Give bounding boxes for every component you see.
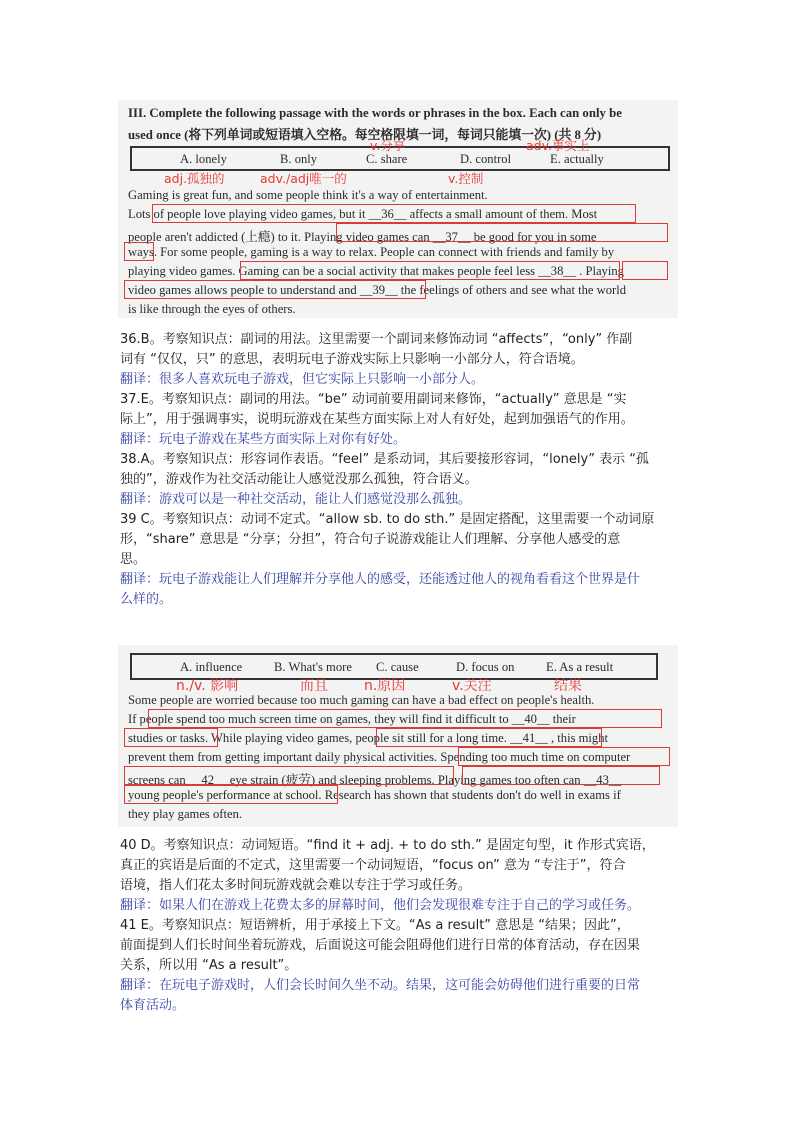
exercise-heading-line-2: used once (将下列单词或短语填入空格。每空格限填一词，每词只能填一次) (共 8 分)	[128, 128, 602, 142]
annotation-focus-on: v.关注	[452, 678, 492, 694]
passage-line: is like through the eyes of others.	[128, 302, 296, 316]
explanation-line: 形，“share” 意思是 “分享；分担”，符合句子说游戏能让人们理解、分享他人感受的意	[120, 532, 621, 547]
option-b: B. only	[280, 152, 318, 166]
annotation-control: v.控制	[448, 171, 484, 186]
translation-line: 翻译：游戏可以是一种社交活动，能让人们感觉没那么孤独。	[120, 492, 472, 507]
explanation-line: 40 D。考察知识点：动词短语。“find it + adj. + to do sth.” 是固定句型，it 作形式宾语，	[120, 838, 655, 853]
passage-line: prevent them from getting important daily physical activities. Spending too much time on computer	[128, 750, 631, 764]
translation-line: 么样的。	[120, 592, 173, 607]
passage-line: If people spend too much screen time on games, they will find it difficult to __40__ their	[128, 712, 576, 726]
highlight-box	[336, 223, 668, 242]
passage-line: Some people are worried because too much gaming can have a bad effect on people's health.	[128, 693, 595, 707]
passage-line: Lots of people love playing video games, but it __36__ affects a small amount of them. Most	[128, 207, 598, 221]
annotation-whats-more: 而且	[300, 678, 328, 694]
passage-line: ways. For some people, gaming is a way to relax. People can connect with friends and family by	[128, 245, 615, 259]
option-c: C. cause	[376, 660, 419, 674]
translation-line: 体育活动。	[120, 998, 186, 1013]
passage-line: people aren't addicted (上瘾) to it. Playing video games can __37__ be good for you in some	[128, 230, 597, 244]
explanation-line: 关系，所以用 “As a result”。	[120, 958, 298, 973]
annotation-influence: n./v. 影响	[176, 678, 239, 694]
annotation-as-a-result: 结果	[554, 678, 582, 694]
annotation-lonely: adj.孤独的	[164, 171, 225, 186]
explanation-line: 37.E。考察知识点：副词的用法。“be” 动词前要用副词来修饰，“actually” 意思是 “实	[120, 392, 627, 407]
highlight-box	[124, 280, 426, 299]
highlight-box	[376, 728, 602, 747]
translation-line: 翻译：玩电子游戏能让人们理解并分享他人的感受，还能透过他人的视角看看这个世界是什	[120, 572, 641, 587]
highlight-box	[462, 766, 660, 785]
explanation-line: 真正的宾语是后面的不定式，这里需要一个动词短语，“focus on” 意为 “专注于”，符合	[120, 858, 626, 873]
option-a: A. lonely	[180, 152, 227, 166]
annotation-actually: adv.事实上	[526, 138, 590, 153]
explanation-line: 际上”，用于强调事实，说明玩游戏在某些方面实际上对人有好处，起到加强语气的作用。	[120, 412, 634, 427]
passage-line: studies or tasks. While playing video games, people sit still for a long time. __41__ , this might	[128, 731, 609, 745]
passage-line: they play games often.	[128, 807, 243, 821]
passage-line: young people's performance at school. Research has shown that students don't do well in exams if	[128, 788, 621, 802]
option-a: A. influence	[180, 660, 243, 674]
highlight-box	[148, 709, 662, 728]
explanation-line: 41 E。考察知识点：短语辨析，用于承接上下文。“As a result” 意思是 “结果；因此”，	[120, 918, 630, 933]
translation-line: 翻译：在玩电子游戏时，人们会长时间久坐不动。结果，这可能会妨碍他们进行重要的日常	[120, 978, 641, 993]
explanation-line: 语境，指人们花太多时间玩游戏就会难以专注于学习或任务。	[120, 878, 472, 893]
highlight-box	[622, 261, 668, 280]
passage-line: Gaming is great fun, and some people think it's a way of entertainment.	[128, 188, 488, 202]
explanation-line: 词有 “仅仅，只” 的意思，表明玩电子游戏实际上只影响一小部分人，符合语境。	[120, 352, 584, 367]
passage-line: playing video games. Gaming can be a social activity that makes people feel less __38__ . Playing	[128, 264, 624, 278]
annotation-cause: n.原因	[364, 678, 406, 694]
passage-line: screens can __42__ eye strain (疲劳) and sleeping problems. Playing games too often can __43__	[128, 773, 622, 787]
highlight-box	[124, 242, 154, 261]
option-b: B. What's more	[274, 660, 352, 674]
option-d: D. focus on	[456, 660, 515, 674]
explanation-line: 前面提到人们长时间坐着玩游戏，后面说这可能会阻碍他们进行日常的体育活动，存在因果	[120, 938, 641, 953]
exercise-scan-2	[118, 645, 678, 827]
explanation-line: 独的”，游戏作为社交活动能让人感觉没那么孤独，符合语义。	[120, 472, 478, 487]
explanations-2	[120, 836, 680, 1016]
explanation-line: 思。	[120, 552, 147, 567]
translation-line: 翻译：很多人喜欢玩电子游戏，但它实际上只影响一小部分人。	[120, 372, 485, 387]
highlight-box	[240, 261, 620, 280]
translation-line: 翻译：玩电子游戏在某些方面实际上对你有好处。	[120, 432, 407, 447]
option-e: E. As a result	[546, 660, 614, 674]
explanations-1	[120, 330, 680, 610]
option-d: D. control	[460, 152, 512, 166]
highlight-box	[152, 204, 636, 223]
explanation-line: 39 C。考察知识点：动词不定式。“allow sb. to do sth.” 是固定搭配，这里需要一个动词原	[120, 512, 655, 527]
exercise-scan-1	[118, 100, 678, 318]
option-c: C. share	[366, 152, 408, 166]
option-e: E. actually	[550, 152, 604, 166]
highlight-box	[458, 747, 670, 766]
translation-line: 翻译：如果人们在游戏上花费太多的屏幕时间，他们会发现很难专注于自己的学习或任务。	[120, 898, 641, 913]
annotation-only: adv./adj唯一的	[260, 171, 347, 186]
explanation-line: 38.A。考察知识点：形容词作表语。“feel” 是系动词，其后要接形容词，“lonely” 表示 “孤	[120, 452, 649, 467]
passage-line: video games allows people to understand and __39__ the feelings of others and see what the world	[128, 283, 627, 297]
highlight-box	[124, 785, 338, 804]
highlight-box	[124, 728, 218, 747]
annotation-share: v.分享	[370, 138, 406, 153]
exercise-heading-line-1: III. Complete the following passage with the words or phrases in the box. Each can only be	[128, 106, 622, 120]
explanation-line: 36.B。考察知识点：副词的用法。这里需要一个副词来修饰动词 “affects”，“only” 作副	[120, 332, 633, 347]
highlight-box	[124, 766, 454, 785]
